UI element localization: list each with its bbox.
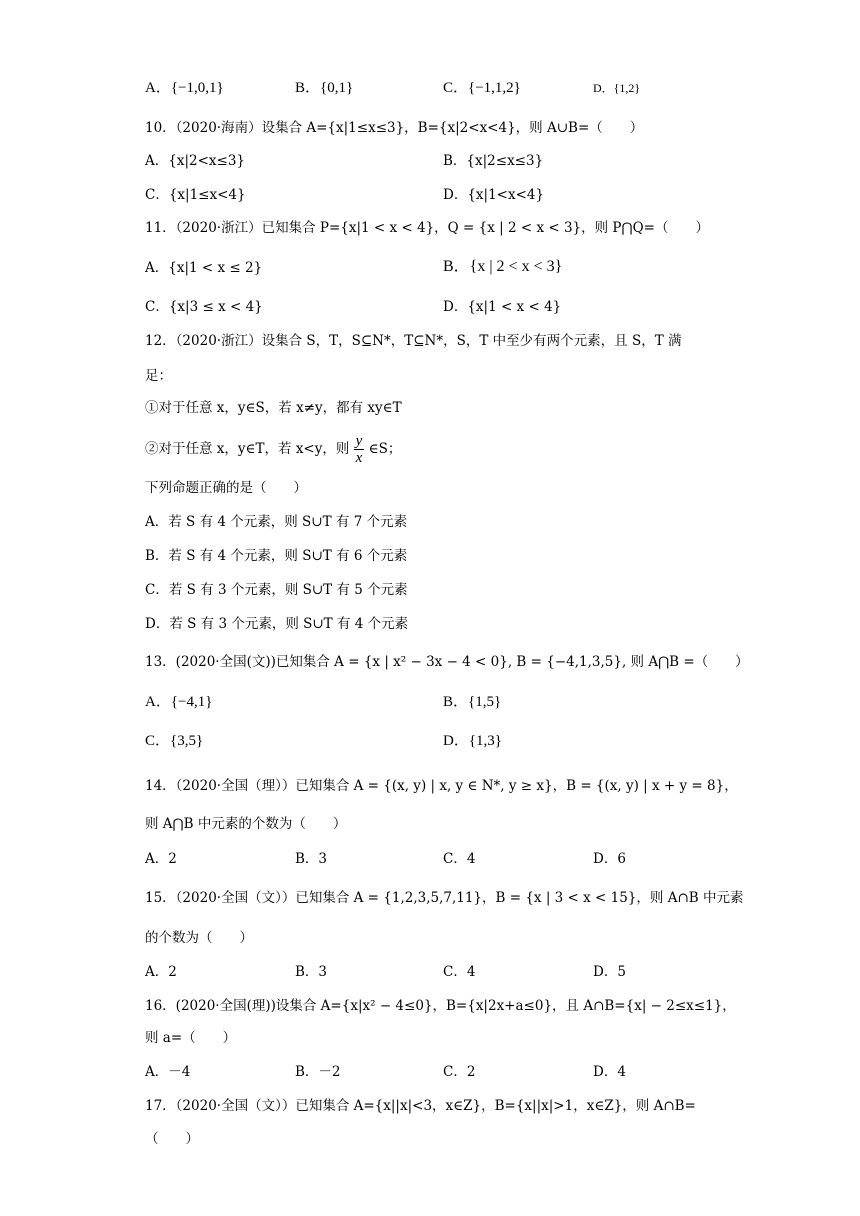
q16-option-c[interactable]: C．2 — [443, 1064, 476, 1080]
q13-stem: 13．(2020·全国(文))已知集合 A = {x | x² − 3x − 4 < 0}, B = {−4,1,3,5}, 则 A⋂B =（ ） — [145, 654, 749, 670]
q11-option-a[interactable]: A．{x|1 < x ≤ 2} — [145, 260, 263, 276]
q11-option-d[interactable]: D．{x|1 < x < 4} — [443, 299, 562, 315]
q16-stem-line1: 16．(2020·全国(理))设集合 A={x|x² − 4≤0}，B={x|2x+a≤0}，且 A∩B={x| − 2≤x≤1}， — [145, 998, 736, 1014]
q16-option-d[interactable]: D．4 — [593, 1064, 626, 1080]
q13-option-d[interactable]: D．{1,3} — [443, 733, 502, 749]
q14-option-d[interactable]: D．6 — [593, 851, 626, 867]
q11-stem: 11．（2020·浙江）已知集合 P={x|1 < x < 4}，Q = {x | 2 < x < 3}，则 P⋂Q=（ ） — [145, 220, 709, 236]
q14-stem-line1: 14．（2020·全国（理））已知集合 A = {(x, y) | x, y ∈ N*, y ≥ x}，B = {(x, y) | x + y = 8}， — [145, 778, 738, 794]
q9-option-d[interactable]: D．{1,2} — [593, 81, 641, 95]
q17-stem-line1: 17．（2020·全国（文））已知集合 A={x||x|<3，x∈Z}，B={x||x|>1，x∈Z}，则 A∩B= — [145, 1098, 696, 1114]
q12-option-a[interactable]: A．若 S 有 4 个元素，则 S∪T 有 7 个元素 — [145, 514, 408, 530]
q12-option-b[interactable]: B．若 S 有 4 个元素，则 S∪T 有 6 个元素 — [145, 548, 408, 564]
q12-condition-1: ①对于任意 x，y∈S，若 x≠y，都有 xy∈T — [145, 400, 402, 416]
q12-fraction-denominator: x — [355, 450, 363, 466]
q9-option-b[interactable]: B．{0,1} — [295, 80, 354, 96]
q12-option-c[interactable]: C．若 S 有 3 个元素，则 S∪T 有 5 个元素 — [145, 582, 408, 598]
q10-stem: 10．（2020·海南）设集合 A={x|1≤x≤3}，B={x|2<x<4}，则 A∪B=（ ） — [145, 120, 644, 136]
q14-option-b[interactable]: B．3 — [295, 851, 328, 867]
q12-fraction — [354, 433, 365, 466]
q14-option-c[interactable]: C．4 — [443, 851, 476, 867]
q12-condition-2-suffix: ∈S； — [368, 441, 402, 457]
q15-option-d[interactable]: D．5 — [593, 964, 626, 980]
q12-question: 下列命题正确的是（ ） — [145, 480, 307, 496]
q16-option-b[interactable]: B．－2 — [295, 1064, 341, 1080]
q14-stem-line2: 则 A⋂B 中元素的个数为（ ） — [145, 816, 347, 832]
q15-option-a[interactable]: A．2 — [145, 964, 177, 980]
q10-option-c[interactable]: C．{x|1≤x<4} — [145, 187, 246, 203]
q10-option-d[interactable]: D．{x|1<x<4} — [443, 187, 545, 203]
q12-fraction-numerator: y — [355, 433, 363, 449]
q15-option-c[interactable]: C．4 — [443, 964, 476, 980]
q12-stem-line1: 12．（2020·浙江）设集合 S，T，S⊆N*，T⊆N*，S，T 中至少有两个元素，且 S，T 满 — [145, 333, 682, 349]
q9-option-a[interactable]: A．{−1,0,1} — [145, 80, 224, 96]
q15-option-b[interactable]: B．3 — [295, 964, 328, 980]
q12-stem-line2: 足： — [145, 368, 172, 384]
q16-option-a[interactable]: A．－4 — [145, 1064, 191, 1080]
q10-option-b[interactable]: B．{x|2≤x≤3} — [443, 153, 544, 169]
q16-stem-line2: 则 a=（ ） — [145, 1030, 237, 1046]
q14-option-a[interactable]: A．2 — [145, 851, 177, 867]
q12-condition-2-prefix: ②对于任意 x，y∈T，若 x<y，则 — [145, 441, 350, 457]
q12-condition-2 — [145, 430, 401, 468]
q17-stem-line2: （ ） — [145, 1131, 199, 1147]
q15-stem-line1: 15．（2020·全国（文））已知集合 A = {1,2,3,5,7,11}，B = {x | 3 < x < 15}，则 A∩B 中元素 — [145, 890, 744, 906]
q13-option-b[interactable]: B．{1,5} — [443, 694, 502, 710]
q9-option-c[interactable]: C．{−1,1,2} — [443, 80, 521, 96]
q11-option-b[interactable]: B．{x | 2 < x < 3} — [443, 258, 563, 275]
q15-stem-line2: 的个数为（ ） — [145, 930, 253, 946]
q13-option-a[interactable]: A．{−4,1} — [145, 694, 213, 710]
q11-option-c[interactable]: C．{x|3 ≤ x < 4} — [145, 299, 263, 315]
q13-option-c[interactable]: C．{3,5} — [145, 733, 204, 749]
q10-option-a[interactable]: A．{x|2<x≤3} — [145, 153, 246, 169]
q12-option-d[interactable]: D．若 S 有 3 个元素，则 S∪T 有 4 个元素 — [145, 616, 409, 632]
